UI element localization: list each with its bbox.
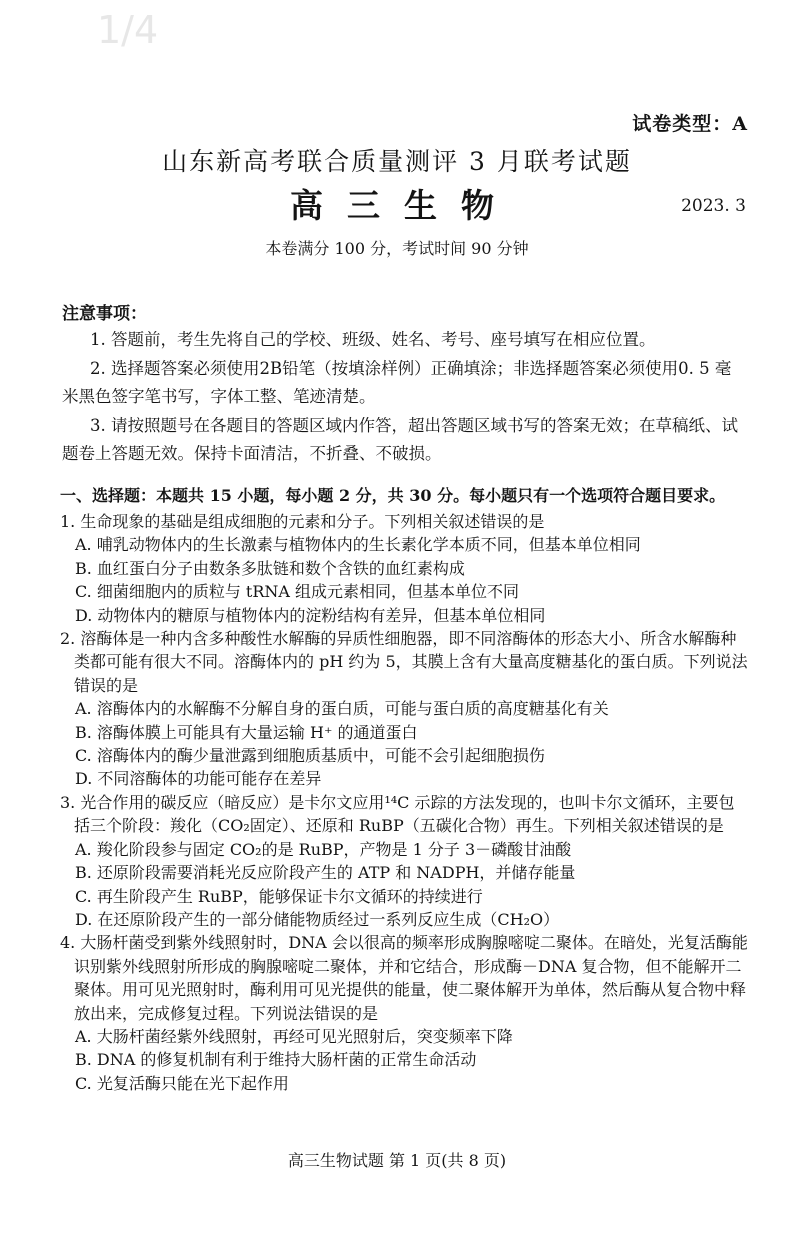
question-option: D. 在还原阶段产生的一部分储能物质经过一系列反应生成（CH₂O） — [75, 909, 560, 929]
exam-date: 2023. 3 — [681, 196, 746, 216]
question-option: B. DNA 的修复机制有利于维持大肠杆菌的正常生命活动 — [75, 1050, 477, 1070]
question-stem: 2. 溶酶体是一种内含多种酸性水解酶的异质性细胞器，即不同溶酶体的形态大小、所含水解酶种类都可能有很大不同。溶酶体内的 pH 约为 5，其膜上含有大量高度糖基化的蛋白质。下列说法错误的是 — [60, 629, 748, 695]
question-stem: 4. 大肠杆菌受到紫外线照射时，DNA 会以很高的频率形成胸腺嘧啶二聚体。在暗处，光复活酶能识别紫外线照射所形成的胸腺嘧啶二聚体，并和它结合，形成酶－DNA 复合物，但不能解开二聚体。用可见光照射时，酶利用可见光提供的能量，使二聚体解开为单体，然后酶从复合物中释放出来，完成修复过程。下列说法错误的是 — [60, 933, 748, 1023]
question-1 — [60, 510, 750, 627]
subject-title: 高三生物 — [290, 186, 518, 225]
paper-type-label: 试卷类型：A — [632, 113, 748, 135]
page-watermark: 1/4 — [97, 8, 159, 52]
exam-title: 山东新高考联合质量测评 3 月联考试题 — [162, 147, 632, 176]
note-item: 2. 选择题答案必须使用2B铅笔（按填涂样例）正确填涂；非选择题答案必须使用0. 5 毫米黑色签字笔书写，字体工整、笔迹清楚。 — [62, 358, 732, 406]
question-stem: 3. 光合作用的碳反应（暗反应）是卡尔文应用¹⁴C 示踪的方法发现的，也叫卡尔文循环，主要包括三个阶段：羧化（CO₂固定）、还原和 RuBP（五碳化合物）再生。下列相关叙述错误的是 — [60, 792, 735, 836]
question-4 — [60, 931, 750, 1095]
question-option: C. 细菌细胞内的质粒与 tRNA 组成元素相同，但基本单位不同 — [75, 582, 520, 602]
question-option: C. 溶酶体内的酶少量泄露到细胞质基质中，可能不会引起细胞损伤 — [75, 746, 545, 766]
question-stem: 1. 生命现象的基础是组成细胞的元素和分子。下列相关叙述错误的是 — [60, 512, 545, 531]
section-heading: 一、选择题：本题共 15 小题，每小题 2 分，共 30 分。每小题只有一个选项符合题目要求。 — [60, 486, 726, 505]
question-option: A. 哺乳动物体内的生长激素与植物体内的生长素化学本质不同，但基本单位相同 — [75, 535, 641, 555]
question-option: C. 光复活酶只能在光下起作用 — [75, 1073, 289, 1093]
question-option: A. 大肠杆菌经紫外线照射，再经可见光照射后，突变频率下降 — [75, 1026, 513, 1046]
exam-info: 本卷满分 100 分，考试时间 90 分钟 — [265, 239, 529, 258]
notes-title: 注意事项： — [62, 304, 147, 324]
questions-list — [60, 510, 750, 1095]
note-item: 1. 答题前，考生先将自己的学校、班级、姓名、考号、座号填写在相应位置。 — [90, 330, 656, 349]
question-option: A. 溶酶体内的水解酶不分解自身的蛋白质，可能与蛋白质的高度糖基化有关 — [75, 699, 609, 719]
notes-section — [62, 302, 747, 469]
question-option: B. 血红蛋白分子由数条多肽链和数个含铁的血红素构成 — [75, 558, 465, 578]
question-option: A. 羧化阶段参与固定 CO₂的是 RuBP，产物是 1 分子 3－磷酸甘油酸 — [75, 839, 572, 859]
page-footer: 高三生物试题 第 1 页(共 8 页) — [287, 1151, 507, 1170]
question-option: C. 再生阶段产生 RuBP，能够保证卡尔文循环的持续进行 — [75, 886, 483, 906]
question-option: D. 不同溶酶体的功能可能存在差异 — [75, 769, 322, 789]
note-item: 3. 请按照题号在各题目的答题区域内作答，超出答题区域书写的答案无效；在草稿纸、试题卷上答题无效。保持卡面清洁，不折叠、不破损。 — [62, 415, 738, 463]
question-3 — [60, 791, 750, 931]
question-option: B. 溶酶体膜上可能具有大量运输 H⁺ 的通道蛋白 — [75, 722, 418, 742]
question-option: B. 还原阶段需要消耗光反应阶段产生的 ATP 和 NADPH，并储存能量 — [75, 863, 576, 883]
question-2 — [60, 627, 750, 791]
question-option: D. 动物体内的糖原与植物体内的淀粉结构有差异，但基本单位相同 — [75, 605, 546, 625]
